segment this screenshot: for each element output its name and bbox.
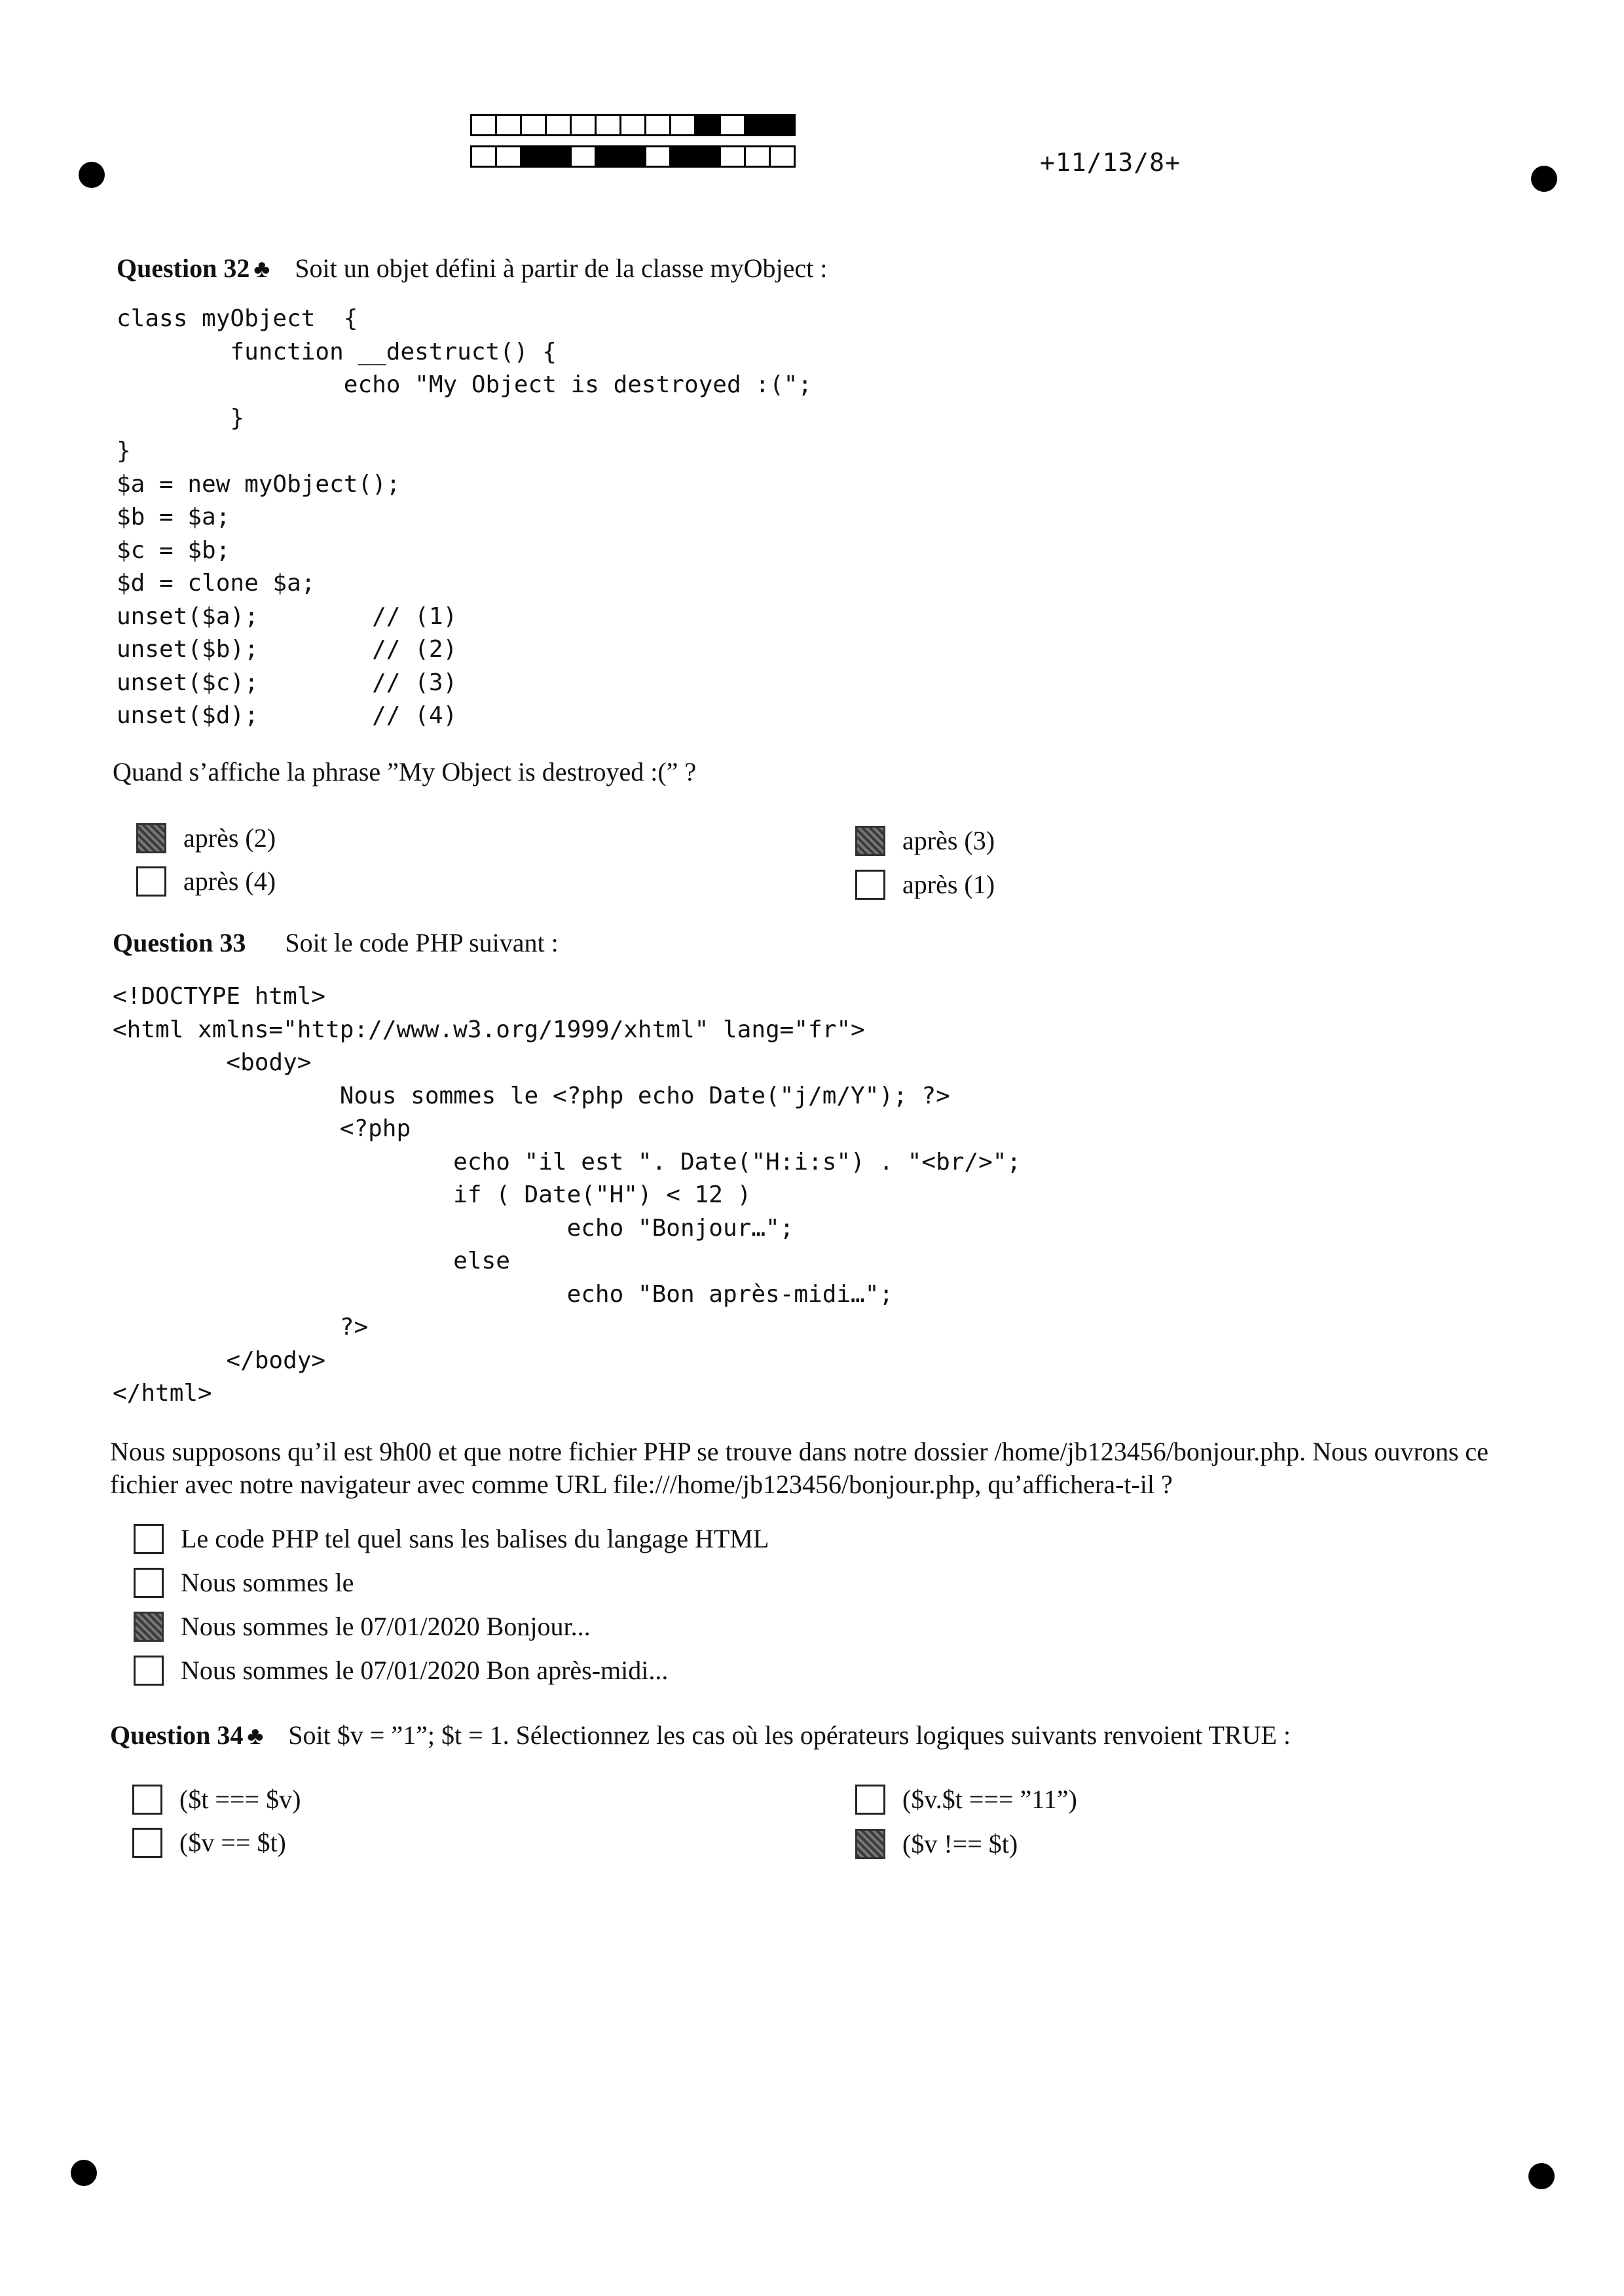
barcode-cell bbox=[669, 145, 696, 168]
option-q34-strict-equal[interactable] bbox=[132, 1784, 301, 1815]
checkbox[interactable] bbox=[132, 1828, 162, 1858]
option-q33-nous-sommes-le[interactable] bbox=[134, 1567, 354, 1598]
barcode-cell bbox=[495, 114, 522, 136]
barcode-cell bbox=[470, 114, 497, 136]
code-block-q32: class myObject { function __destruct() { echo "My Object is destroyed :("; } } $a = new myObject(); $b = $a; $c = $b; $d = clone $a; unset($a); // (1) unset($b); // (2) unset($c); // (3) unset($d); // (4) bbox=[117, 305, 813, 729]
barcode-cell bbox=[694, 145, 721, 168]
barcode-row-2 bbox=[470, 145, 794, 168]
question-33-prompt: Nous supposons qu’il est 9h00 et que notre fichier PHP se trouve dans notre dossier /home/jb123456/bonjour.php. Nous ouvrons ce fichier avec notre navigateur avec comme URL file:///home/jb123456/bonjour.php, qu’affichera-t-il ? bbox=[110, 1437, 1488, 1499]
question-text: Soit un objet défini à partir de la classe myObject : bbox=[295, 253, 828, 283]
checkbox[interactable] bbox=[855, 1785, 885, 1815]
checkbox[interactable] bbox=[134, 1524, 164, 1554]
option-label: Nous sommes le 07/01/2020 Bon après-midi... bbox=[181, 1656, 669, 1685]
barcode-cell bbox=[719, 145, 746, 168]
option-q32-apres-1[interactable] bbox=[855, 869, 995, 900]
checkbox[interactable] bbox=[855, 870, 885, 900]
question-title: Question 34 bbox=[110, 1720, 244, 1750]
option-q32-apres-3[interactable] bbox=[855, 825, 995, 856]
barcode-cell bbox=[669, 114, 696, 136]
option-label: après (2) bbox=[183, 823, 276, 853]
barcode-cell bbox=[644, 145, 671, 168]
barcode-cell bbox=[520, 114, 547, 136]
checkbox[interactable] bbox=[132, 1785, 162, 1815]
option-q33-code-php[interactable] bbox=[134, 1523, 769, 1554]
checkbox[interactable] bbox=[134, 1656, 164, 1686]
question-34-header bbox=[110, 1720, 1291, 1750]
code-block-q33: <!DOCTYPE html> <html xmlns="http://www.w3.org/1999/xhtml" lang="fr"> <body> Nous sommes le <?php echo Date("j/m/Y"); ?> <?php echo "il est ". Date("H:i:s") . "<br/>"; if ( Date("H") < 12 ) echo "Bonjour…"; else echo "Bon après-midi…"; ?> </body> </html> bbox=[113, 983, 1022, 1407]
question-33-header bbox=[113, 927, 559, 958]
barcode-cell bbox=[644, 114, 671, 136]
option-q34-concat-equal[interactable] bbox=[855, 1784, 1077, 1815]
option-q33-bon-apres-midi[interactable] bbox=[134, 1655, 668, 1686]
checkbox[interactable] bbox=[134, 1568, 164, 1598]
option-label: ($v.$t === ”11”) bbox=[902, 1785, 1077, 1814]
page-id: +11/13/8+ bbox=[1040, 148, 1181, 177]
corner-mark-bottom-left bbox=[71, 2160, 97, 2186]
barcode-cell bbox=[495, 145, 522, 168]
barcode-row-1 bbox=[470, 114, 794, 136]
option-label: Nous sommes le bbox=[181, 1568, 354, 1597]
barcode-cell bbox=[595, 145, 621, 168]
barcode-cell bbox=[769, 145, 796, 168]
barcode-cell bbox=[619, 114, 646, 136]
question-text: Soit le code PHP suivant : bbox=[285, 928, 559, 957]
barcode-cell bbox=[694, 114, 721, 136]
question-title: Question 33 bbox=[113, 928, 246, 957]
option-label: ($t === $v) bbox=[179, 1785, 301, 1814]
checkbox[interactable] bbox=[136, 866, 166, 897]
barcode-cell bbox=[769, 114, 796, 136]
option-q32-apres-2[interactable] bbox=[136, 823, 276, 853]
barcode-cell bbox=[619, 145, 646, 168]
barcode-cell bbox=[719, 114, 746, 136]
checkbox[interactable] bbox=[855, 1829, 885, 1859]
option-q33-bonjour[interactable] bbox=[134, 1611, 591, 1642]
question-32-header bbox=[117, 253, 827, 284]
option-label: ($v == $t) bbox=[179, 1828, 286, 1857]
barcode-cell bbox=[744, 145, 771, 168]
barcode-cell bbox=[470, 145, 497, 168]
club-icon: ♣ bbox=[247, 1722, 264, 1750]
barcode-cell bbox=[570, 114, 597, 136]
corner-mark-bottom-right bbox=[1528, 2163, 1555, 2189]
checkbox[interactable] bbox=[855, 826, 885, 856]
option-label: après (3) bbox=[902, 826, 995, 855]
option-q34-loose-equal[interactable] bbox=[132, 1827, 286, 1858]
option-q34-not-identical[interactable] bbox=[855, 1828, 1018, 1859]
question-text: Soit $v = ”1”; $t = 1. Sélectionnez les cas où les opérateurs logiques suivants renvoient TRUE : bbox=[288, 1720, 1291, 1750]
option-label: après (4) bbox=[183, 866, 276, 896]
barcode-cell bbox=[545, 114, 572, 136]
checkbox[interactable] bbox=[134, 1612, 164, 1642]
option-q32-apres-4[interactable] bbox=[136, 866, 276, 897]
barcode-cell bbox=[744, 114, 771, 136]
barcode-cell bbox=[570, 145, 597, 168]
question-title: Question 32 bbox=[117, 253, 250, 283]
barcode-cell bbox=[595, 114, 621, 136]
checkbox[interactable] bbox=[136, 823, 166, 853]
option-label: ($v !== $t) bbox=[902, 1829, 1018, 1859]
club-icon: ♣ bbox=[253, 255, 270, 283]
option-label: Nous sommes le 07/01/2020 Bonjour... bbox=[181, 1612, 591, 1641]
barcode-cell bbox=[520, 145, 547, 168]
corner-mark-top-left bbox=[79, 162, 105, 188]
option-label: après (1) bbox=[902, 870, 995, 899]
barcode-cell bbox=[545, 145, 572, 168]
option-label: Le code PHP tel quel sans les balises du langage HTML bbox=[181, 1524, 769, 1553]
corner-mark-top-right bbox=[1531, 166, 1557, 192]
question-32-prompt: Quand s’affiche la phrase ”My Object is destroyed :(” ? bbox=[113, 757, 697, 787]
